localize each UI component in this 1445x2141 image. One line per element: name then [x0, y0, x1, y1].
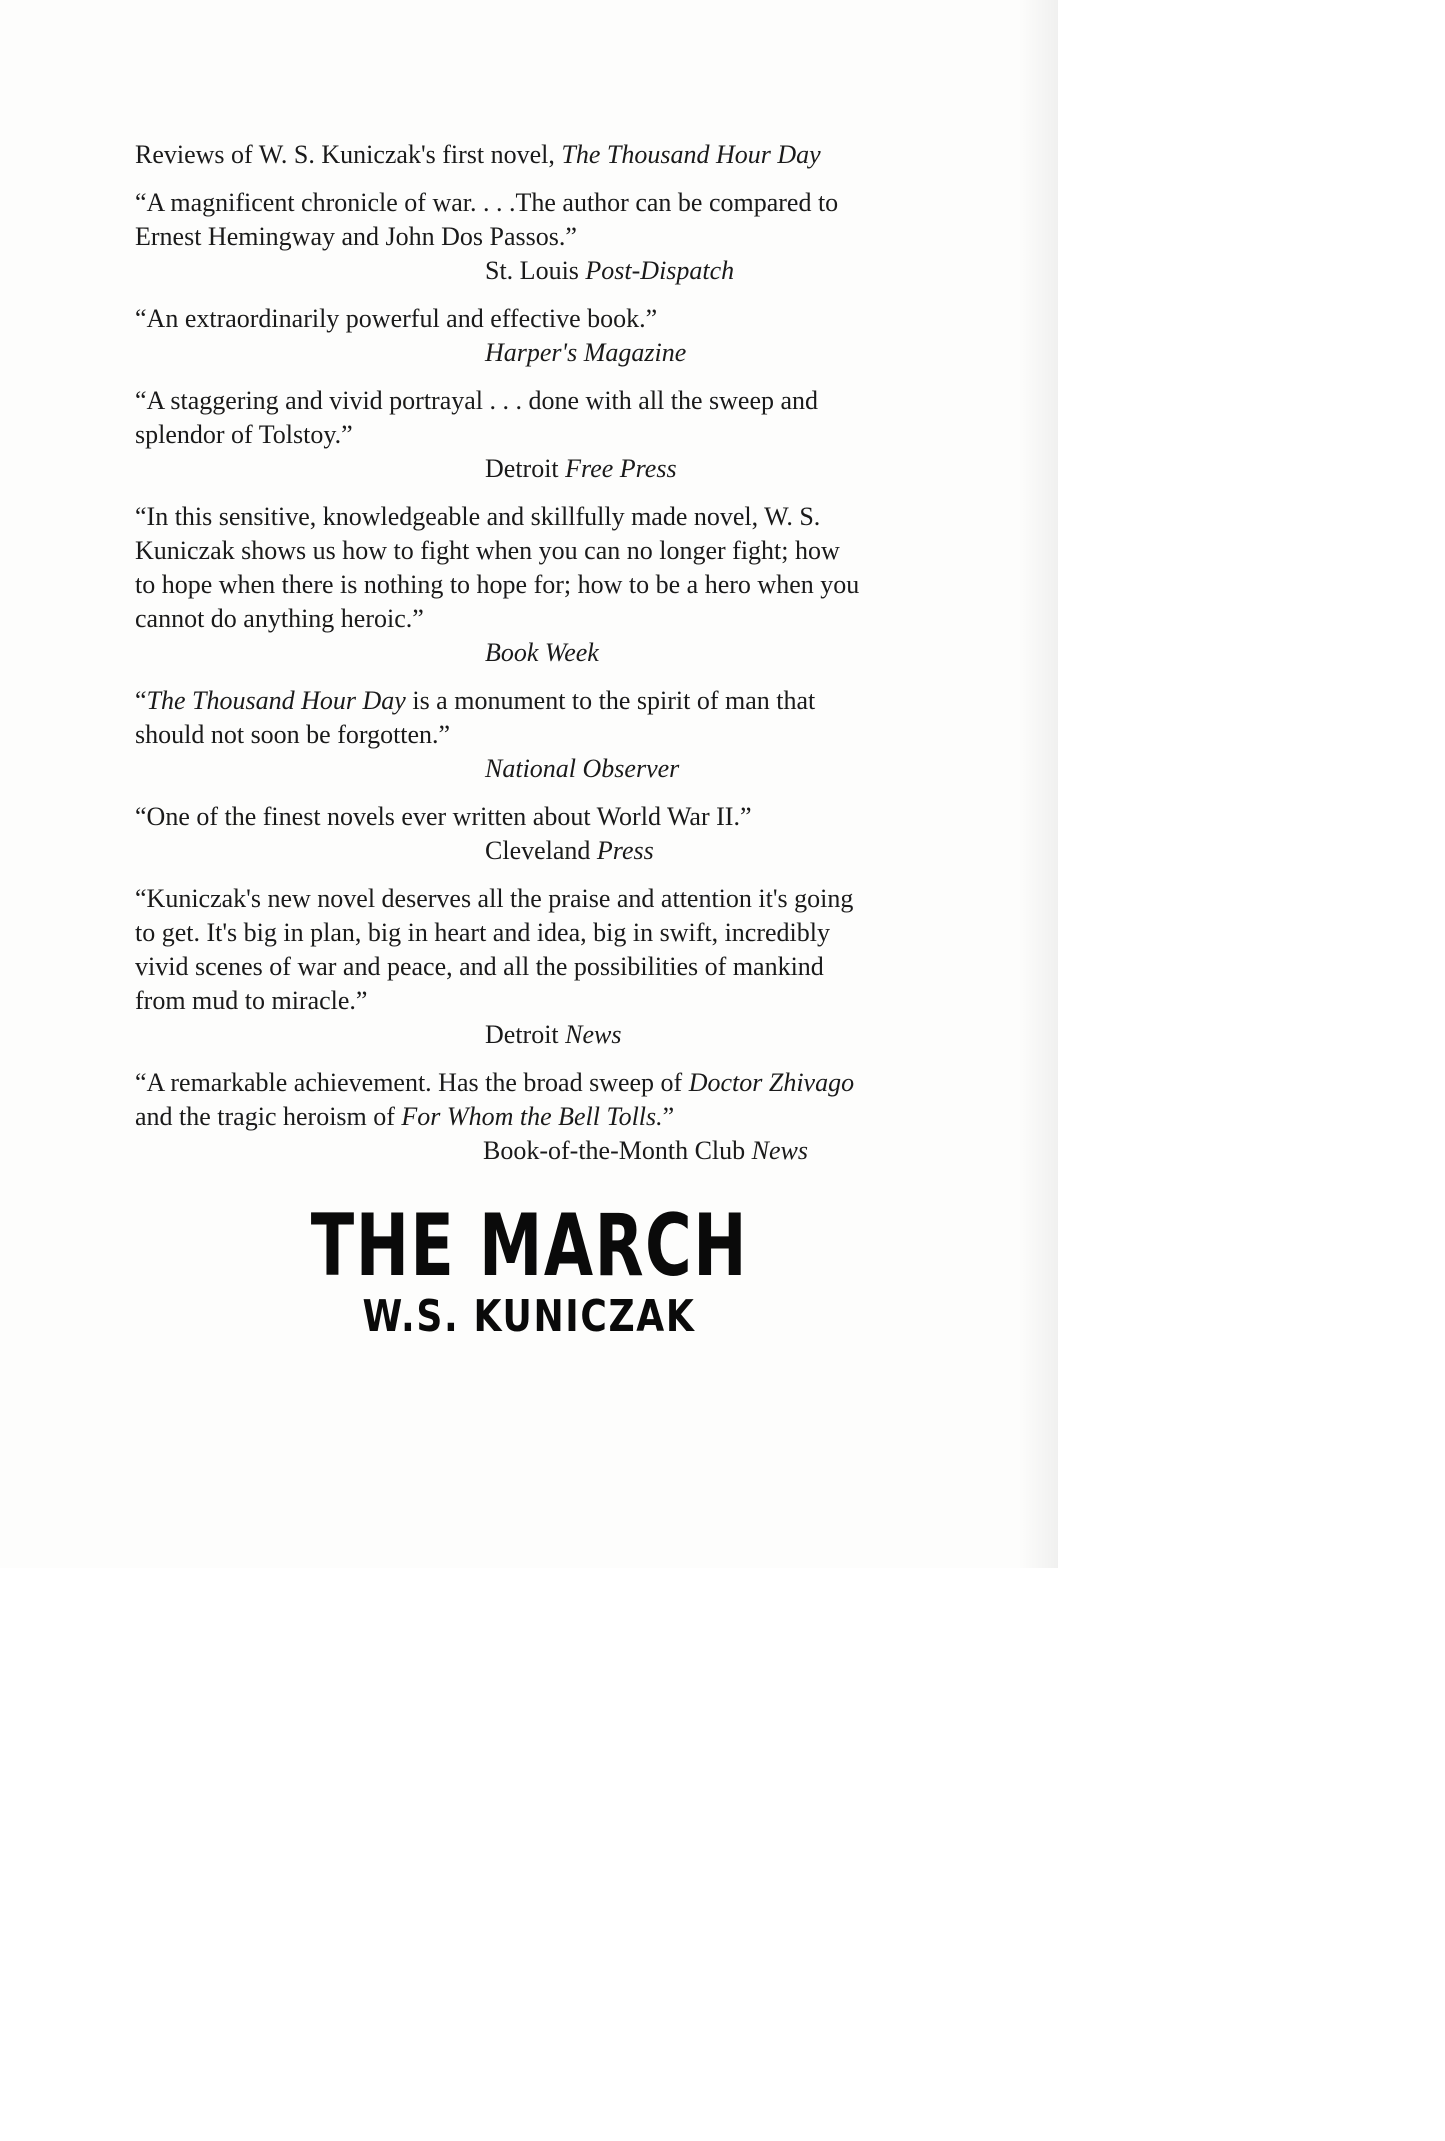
review-source-italic: Press — [596, 836, 654, 865]
review-quote-title: For Whom the Bell Tolls. — [401, 1102, 663, 1131]
review-quote-title: The Thousand Hour Day — [146, 686, 406, 715]
review-quote: “A magnificent chronicle of war. . . .The author can be compared to Ernest Hemingway and John Dos Passos.” — [135, 188, 839, 251]
review-source-italic: National Observer — [485, 754, 680, 783]
review-source — [135, 1134, 865, 1168]
review-item — [135, 684, 865, 786]
book-author: W.S. KUNICZAK — [362, 1291, 696, 1342]
review-source — [135, 636, 865, 670]
reviews-intro-text: Reviews of W. S. Kuniczak's first novel, — [135, 140, 562, 169]
review-quote: “Kuniczak's new novel deserves all the praise and attention it's going to get. It's big in plan, big in heart and idea, big in swift, incredibly vivid scenes of war and peace, and all the possibilities of mankind from mud to miracle.” — [135, 884, 854, 1015]
review-source-italic: Post-Dispatch — [585, 256, 735, 285]
review-quote — [135, 684, 865, 752]
review-item — [135, 384, 865, 486]
review-source-italic: Book Week — [485, 638, 599, 667]
review-quote: “One of the finest novels ever written about World War II.” — [135, 802, 752, 831]
review-item — [135, 302, 865, 370]
review-quote-title: Doctor Zhivago — [688, 1068, 855, 1097]
book-title: THE MARCH — [310, 1196, 748, 1296]
review-quote — [135, 1066, 865, 1134]
review-quote: “An extraordinarily powerful and effective book.” — [135, 304, 658, 333]
book-title-block — [0, 1198, 1058, 1342]
review-source-plain: Detroit — [485, 454, 566, 483]
review-quote-open: “ — [135, 686, 147, 715]
review-source — [135, 1018, 865, 1052]
review-item — [135, 186, 865, 288]
review-quote: “In this sensitive, knowledgeable and skillfully made novel, W. S. Kuniczak shows us how to fight when you can no longer fight; how to hope when there is nothing to hope for; how to be a hero when you cannot do anything heroic.” — [135, 502, 860, 633]
review-quote: “A staggering and vivid portrayal . . . done with all the sweep and splendor of Tolstoy.” — [135, 386, 819, 449]
review-source-italic: Free Press — [565, 454, 677, 483]
review-source-italic: News — [751, 1136, 808, 1165]
review-quote-close: ” — [662, 1102, 675, 1131]
review-source — [135, 254, 865, 288]
review-source-plain: Book-of-the-Month Club — [483, 1136, 752, 1165]
review-source — [135, 834, 865, 868]
review-source — [135, 752, 865, 786]
review-item — [135, 800, 865, 868]
review-source — [135, 336, 865, 370]
reviews-intro-title: The Thousand Hour Day — [561, 140, 821, 169]
review-source-italic: Harper's Magazine — [485, 338, 687, 367]
review-quote-rest: is a monument to the spirit of man that should not soon be forgotten.” — [135, 686, 816, 749]
reviews-section — [135, 138, 865, 1182]
reviews-intro — [135, 138, 865, 172]
review-source-plain: St. Louis — [485, 256, 586, 285]
review-source — [135, 452, 865, 486]
review-item — [135, 1066, 865, 1168]
review-quote-part: and the tragic heroism of — [135, 1102, 402, 1131]
review-quote-part: “A remarkable achievement. Has the broad sweep of — [135, 1068, 689, 1097]
review-source-plain: Detroit — [485, 1020, 566, 1049]
review-item — [135, 882, 865, 1052]
review-source-italic: News — [565, 1020, 622, 1049]
review-item — [135, 500, 865, 670]
review-source-plain: Cleveland — [485, 836, 597, 865]
